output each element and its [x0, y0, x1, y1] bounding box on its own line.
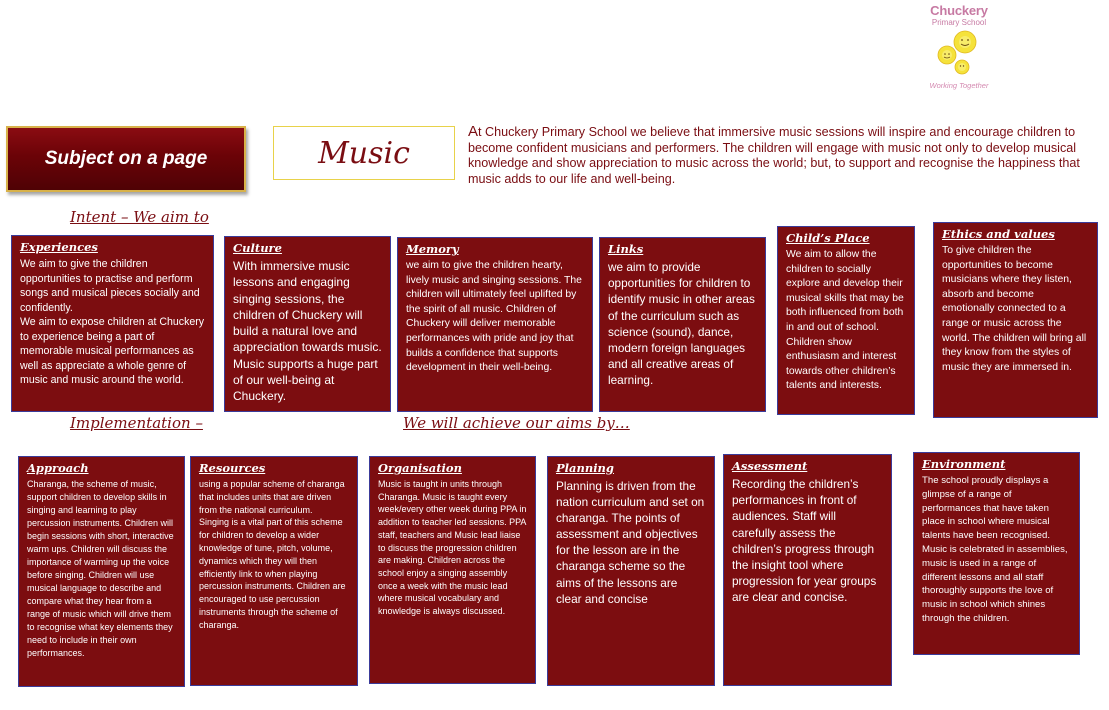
implementation-card-organisation — [369, 456, 536, 684]
card-text: To give children the opportunities to become musicians where they listen, absorb and become emotionally connected to a range or music across the world. The children will bring all they know from the styles of music they are immersed in. — [942, 245, 1087, 373]
card-text: Music is taught in units through Charanga. Music is taught every week/every other week during PPA in addition to teacher led sessions. PPA staff, teachers and Music lead liaise to discuss the progression children are making. Children across the school enjoy a singing assembly once a week with the music lead where musical vocabulary and knowledge is always discussed. — [378, 479, 527, 617]
card-title: Planning — [556, 461, 614, 475]
card-text: Charanga, the scheme of music, support children to develop skills in singing and learning to play percussion instruments. Children will begin sessions with short, interactive warm ups. Children will discuss the importance of warming up the voice before singing. Children will use musical language to describe and compare what they hear from a range of music which will drive them to recognise what key elements they need to include in their own performances. — [27, 479, 174, 658]
card-text: We aim to give the children opportunities to practise and perform songs and musical pieces socially and confidently. We aim to expose children at Chuckery to experience being a part of memorable musical performances as well as appreciate a whole genre of music and music around the world. — [20, 258, 205, 386]
intro-text: t Chuckery Primary School we believe that immersive music sessions will inspire and encourage children to become confident musicians and performers. The children will engage with music not only to develop musical knowledge and show appreciation to music across the world; but, to support and recognise the happiness that music adds to our life and well-being. — [468, 125, 1080, 186]
intent-card-ethics — [933, 222, 1098, 418]
implementation-card-planning — [547, 456, 715, 686]
subject-banner: Subject on a page — [6, 126, 246, 192]
intro-first-letter: A — [468, 123, 479, 140]
intent-heading: Intent – We aim to — [70, 208, 209, 226]
intro-paragraph — [468, 124, 1098, 187]
card-title: Ethics and values — [942, 227, 1055, 241]
card-text: Recording the children’s performances in front of audiences. Staff will carefully assess the children’s progress through the insight tool where progression for year groups are clear and concise. — [732, 477, 877, 605]
implementation-card-approach — [18, 456, 185, 687]
card-title: Assessment — [732, 459, 808, 473]
implementation-card-assessment — [723, 454, 892, 686]
card-text: we aim to provide opportunities for children to identify music in other areas of the curriculum such as science (sound), dance, modern foreign languages and all creative areas of learning. — [608, 260, 755, 388]
card-text: With immersive music lessons and engaging singing sessions, the children of Chuckery will build a natural love and appreciation towards music. Music supports a huge part of our well-being at Chuckery. — [233, 259, 382, 404]
logo-subtitle: Primary School — [931, 18, 987, 27]
implementation-card-resources — [190, 456, 358, 686]
sunflower-icon — [929, 27, 989, 79]
intent-card-culture — [224, 236, 391, 412]
card-title: Memory — [406, 242, 459, 256]
intent-card-memory — [397, 237, 593, 412]
card-text: we aim to give the children hearty, lively music and singing sessions. The children will ultimately feel uplifted by the spirit of all music. Children of Chuckery will deliver memorable performances with pride and joy that builds a confidence that supports development in their well-being. — [406, 260, 582, 374]
card-title: Links — [608, 242, 644, 256]
card-text: The school proudly displays a glimpse of a range of performances that have taken place in school where musical talents have been recognised. Music is celebrated in assemblies, music is used in a range of different lessons and all staff thoroughly supports the love of music in school which shines through the children. — [922, 475, 1068, 624]
logo-tagline: Working Together — [929, 81, 989, 90]
intent-card-links — [599, 237, 766, 412]
implementation-card-environment — [913, 452, 1080, 655]
logo-name: Chuckery — [930, 3, 988, 18]
card-title: Child’s Place — [786, 231, 870, 245]
card-title: Resources — [199, 461, 266, 475]
card-title: Environment — [922, 457, 1006, 471]
card-text: Planning is driven from the nation curriculum and set on charanga. The points of assessment and objectives for the lesson are in the charanga scheme so the aims of the lessons are clear and concise — [556, 479, 705, 606]
intent-card-experiences — [11, 235, 214, 412]
intent-card-childs-place — [777, 226, 915, 415]
achieve-heading: We will achieve our aims by… — [403, 414, 630, 432]
school-logo — [918, 4, 1000, 96]
card-title: Culture — [233, 241, 282, 255]
card-text: using a popular scheme of charanga that includes units that are driven from the national curriculum. Singing is a vital part of this scheme for children to develop a wider knowledge of tune, pitch, volume, dynamics which they will then efficiently link to when playing percussion instruments. Children are encouraged to use percussion instruments through the scheme of charanga. — [199, 479, 346, 630]
subject-title: Music — [273, 126, 455, 180]
card-title: Approach — [27, 461, 89, 475]
implementation-heading: Implementation – — [70, 414, 203, 432]
card-text: We aim to allow the children to socially explore and develop their musical skills that may be both influenced from both in and out of school. Children show enthusiasm and interest towards other children’s talents and interests. — [786, 249, 904, 392]
card-title: Experiences — [20, 240, 98, 254]
card-title: Organisation — [378, 461, 462, 475]
